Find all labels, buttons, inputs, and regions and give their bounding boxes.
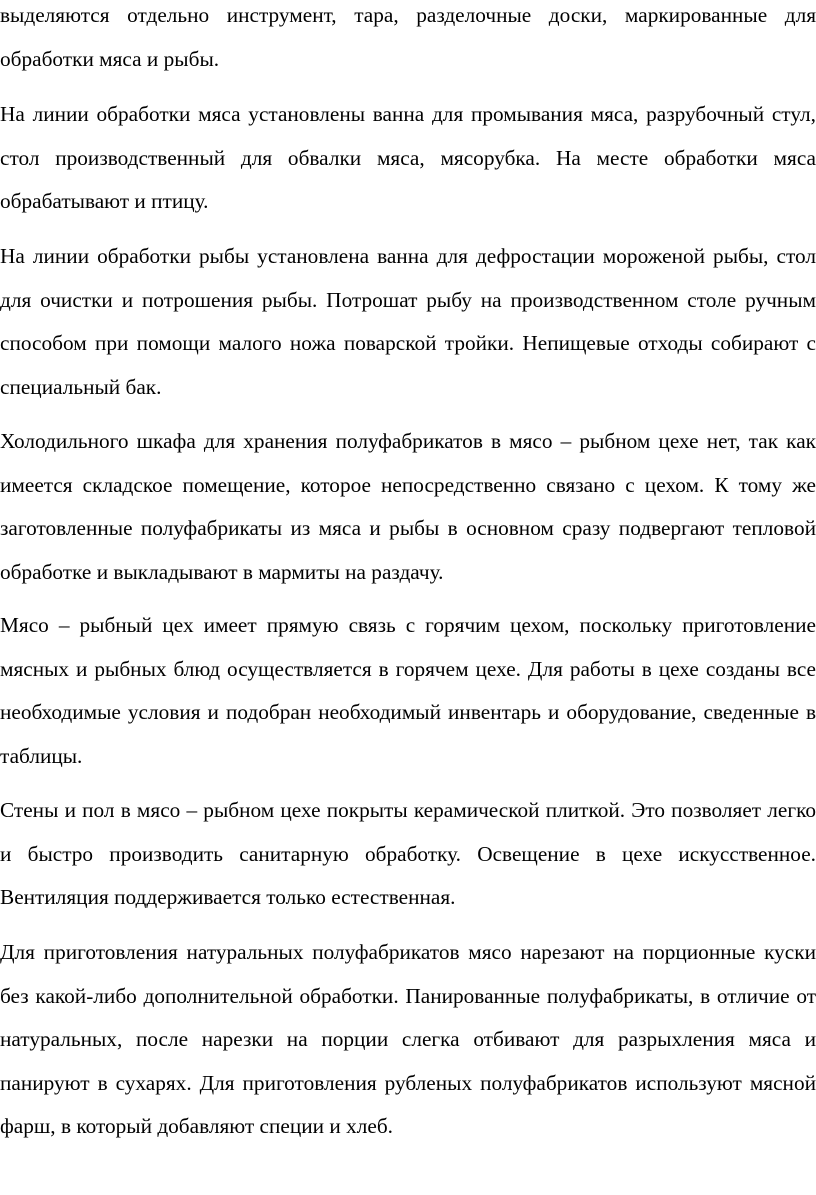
paragraph-meat-processing-line: На линии обработки мяса установлены ванна для промывания мяса, разрубочный стул, стол производственный для обвалки мяса, мясорубка. На месте обработки мяса обрабатывают и птицу.	[0, 102, 816, 213]
paragraph-walls-and-floor: Стены и пол в мясо – рыбном цехе покрыты керамической плиткой. Это позволяет легко и быстро производить санитарную обработку. Освещение в цехе искусственное. Вентиляция поддерживается только естественная.	[0, 798, 816, 909]
paragraph-fish-processing-line: На линии обработки рыбы установлена ванна для дефростации мороженой рыбы, стол для очистки и потрошения рыбы. Потрошат рыбу на производственном столе ручным способом при помощи малого ножа поварской тройки. Непищевые отходы собирают с специальный бак.	[0, 244, 816, 399]
paragraph-tools-and-boards: выделяются отдельно инструмент, тара, разделочные доски, маркированные для обработки мяса и рыбы.	[0, 3, 816, 71]
paragraph-refrigerator: Холодильного шкафа для хранения полуфабрикатов в мясо – рыбном цехе нет, так как имеется складское помещение, которое непосредственно связано с цехом. К тому же заготовленные полуфабрикаты из мяса и рыбы в основном сразу подвергают тепловой обработке и выкладывают в мармиты на раздачу.	[0, 429, 816, 584]
paragraph-semi-finished-products: Для приготовления натуральных полуфабрикатов мясо нарезают на порционные куски без какой-либо дополнительной обработки. Панированные полуфабрикаты, в отличие от натуральных, после нарезки на порции слегка отбивают для разрыхления мяса и панируют в сухарях. Для приготовления рубленых полуфабрикатов используют мясной фарш, в который добавляют специи и хлеб.	[0, 940, 816, 1138]
paragraph-hot-shop-link: Мясо – рыбный цех имеет прямую связь с горячим цехом, поскольку приготовление мясных и рыбных блюд осуществляется в горячем цехе. Для работы в цехе созданы все необходимые условия и подобран необходимый инвентарь и оборудование, сведенные в таблицы.	[0, 613, 816, 768]
